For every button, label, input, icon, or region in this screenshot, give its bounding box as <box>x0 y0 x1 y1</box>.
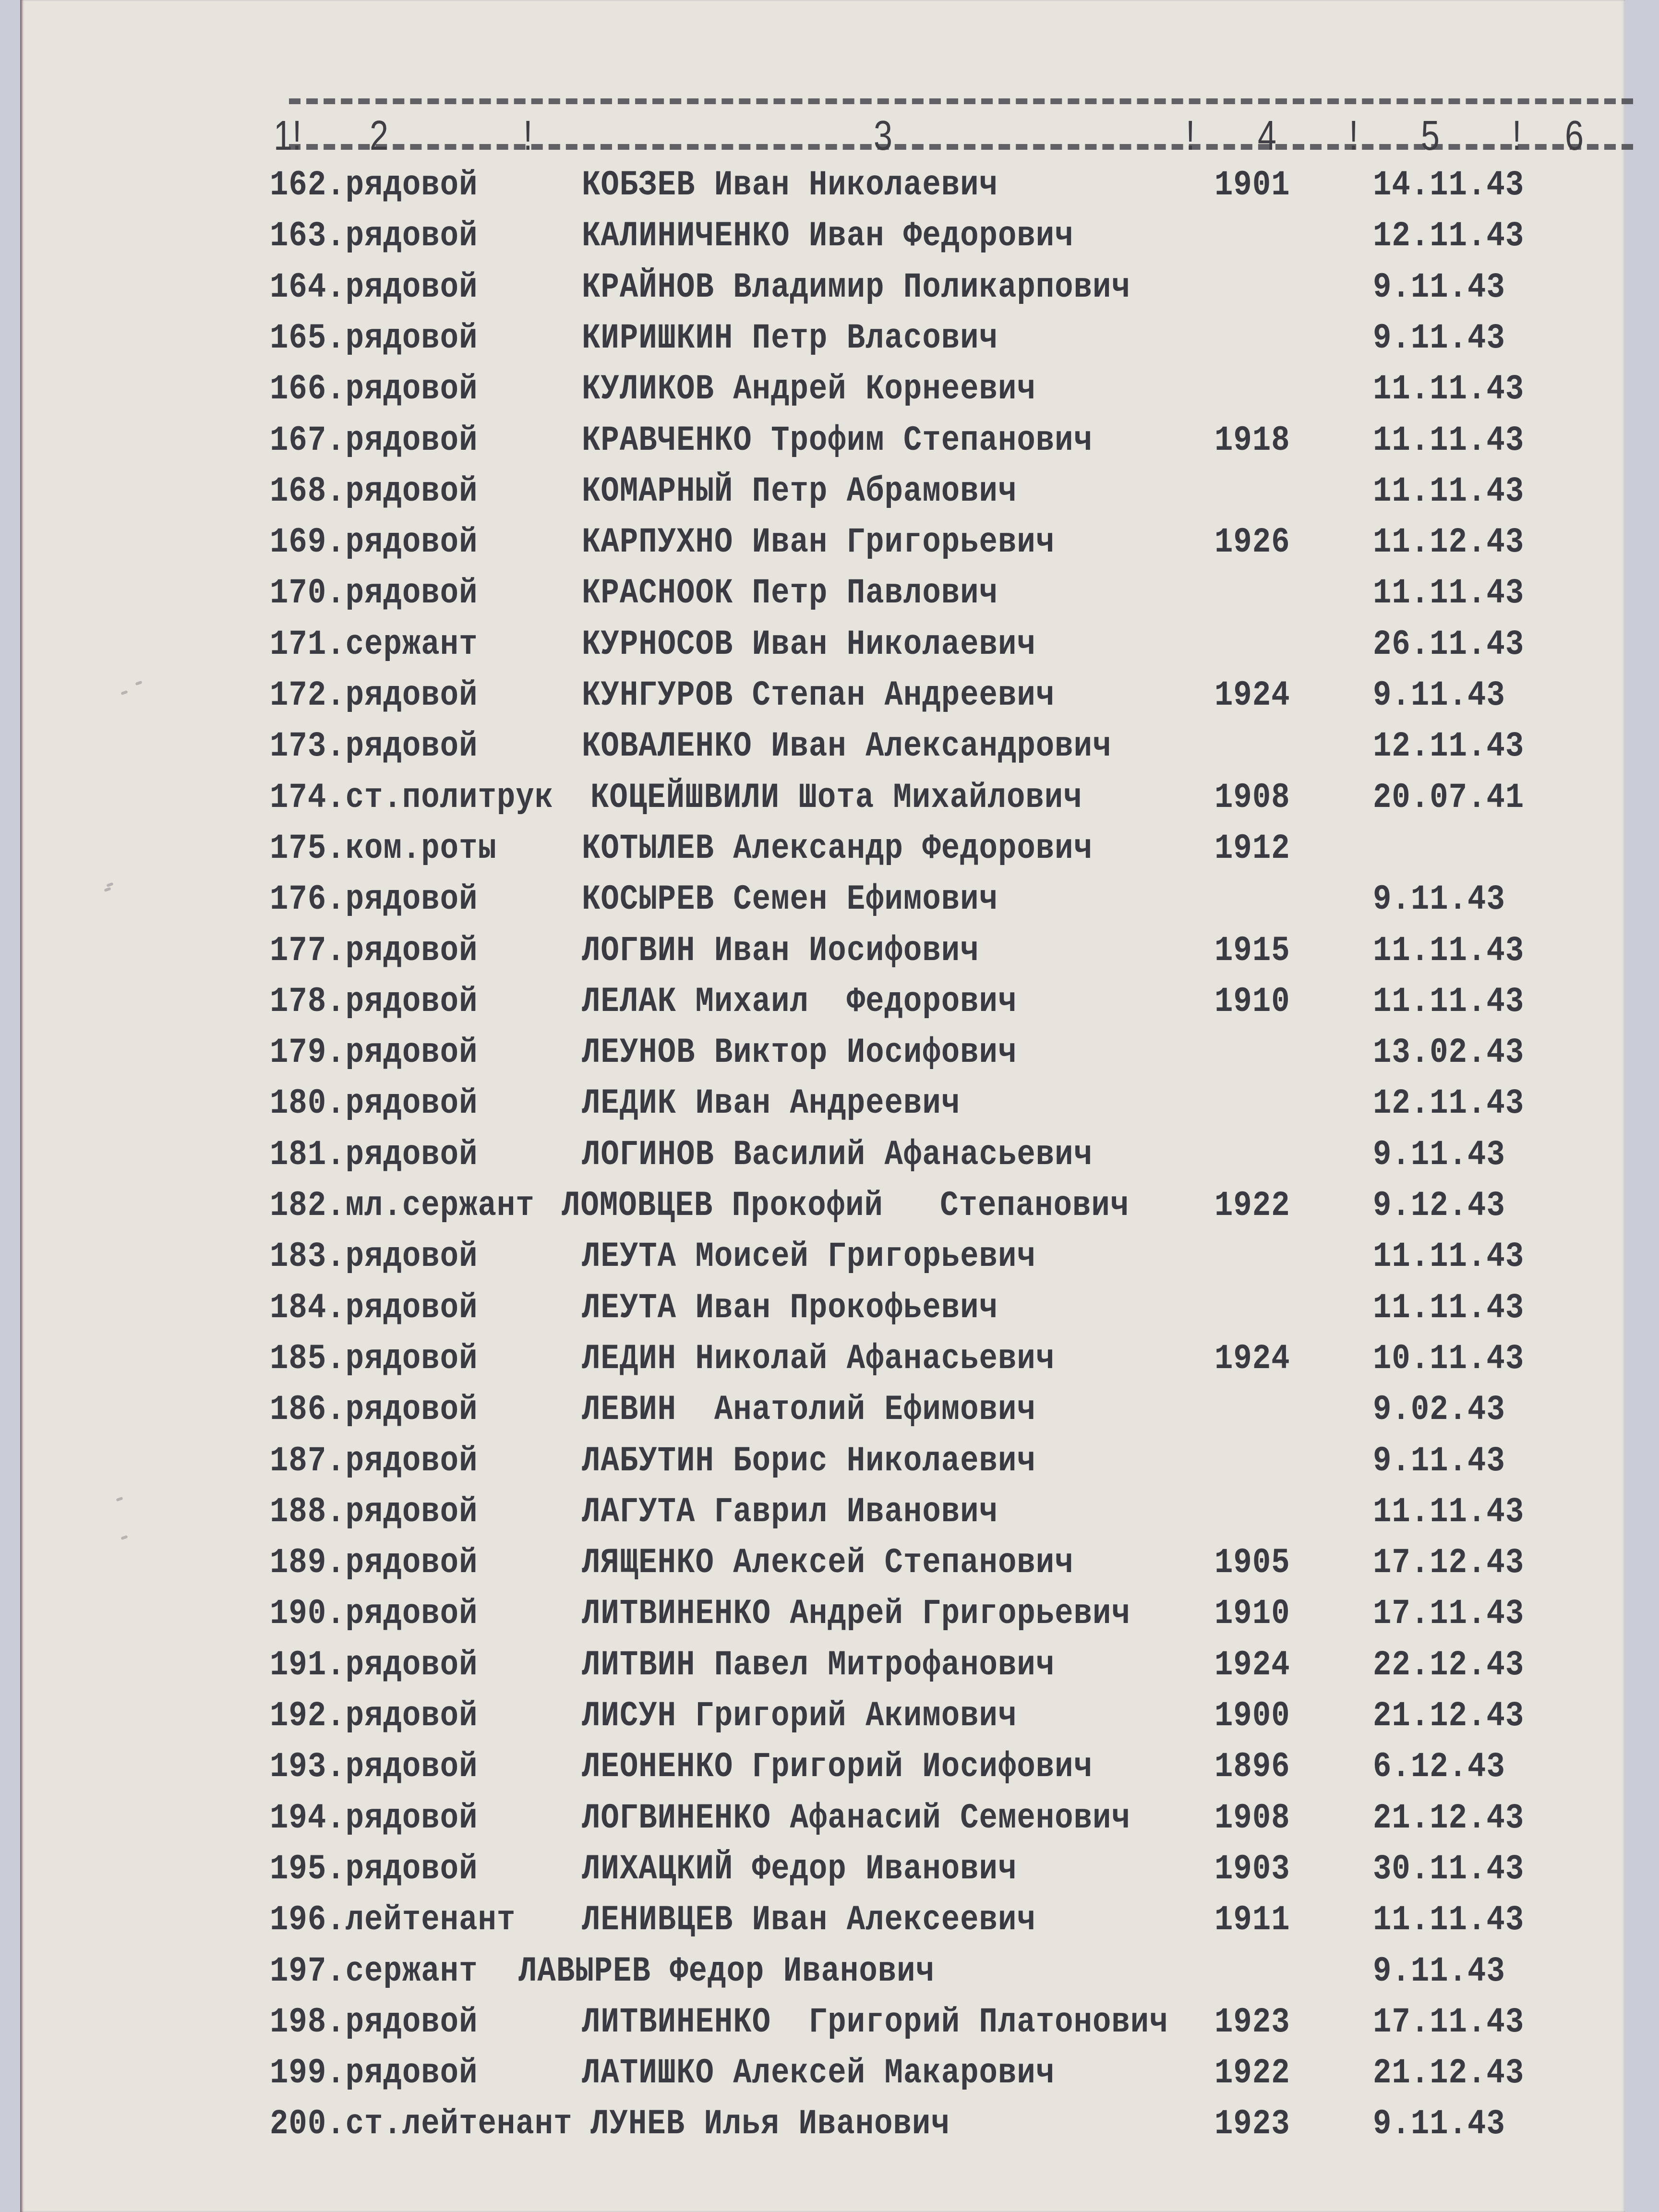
row-number-rank <box>270 1135 478 1175</box>
date: 11.11.43 <box>1373 574 1525 613</box>
soldier-name: ЛОГИНОВ Василий Афанасьевич <box>582 1135 1093 1175</box>
row-number-rank <box>270 472 478 512</box>
row-number: 185. <box>270 1339 346 1379</box>
list-row <box>20 1492 1625 1540</box>
birth-year: 1918 <box>1214 421 1290 461</box>
rank: рядовой <box>345 676 478 716</box>
row-number-rank <box>270 931 478 971</box>
row-number: 194. <box>270 1799 346 1839</box>
row-number: 169. <box>270 523 346 563</box>
row-number: 177. <box>270 931 346 971</box>
row-number-rank <box>270 1237 478 1277</box>
date: 10.11.43 <box>1373 1339 1525 1379</box>
birth-year: 1924 <box>1214 676 1290 716</box>
row-number-rank <box>270 1492 478 1532</box>
list-row <box>20 2003 1625 2051</box>
soldier-name: ЛАВЫРЕВ Федор Иванович <box>518 1952 935 1992</box>
column-header-label: ! <box>523 112 533 159</box>
soldier-name: ЛЕУТА Моисей Григорьевич <box>582 1237 1036 1277</box>
row-number: 198. <box>270 2003 346 2043</box>
soldier-name: КРАЙНОВ Владимир Поликарпович <box>582 268 1130 308</box>
date: 12.11.43 <box>1373 216 1525 256</box>
soldier-name: ЛИТВИН Павел Митрофанович <box>582 1646 1055 1685</box>
row-number-rank <box>270 2104 573 2144</box>
birth-year: 1922 <box>1214 2054 1290 2093</box>
row-number-rank <box>270 778 553 818</box>
rank: рядовой <box>345 523 478 563</box>
list-row <box>20 1237 1625 1285</box>
soldier-name: ЛАГУТА Гаврил Иванович <box>582 1492 998 1532</box>
birth-year: 1901 <box>1214 166 1290 205</box>
soldier-name: КУРНОСОВ Иван Николаевич <box>582 625 1036 665</box>
birth-year: 1903 <box>1214 1850 1290 1889</box>
row-number: 196. <box>270 1900 346 1940</box>
column-header-label: 5 <box>1421 112 1440 159</box>
soldier-name: КУЛИКОВ Андрей Корнеевич <box>582 370 1036 409</box>
rank: рядовой <box>345 1799 478 1839</box>
soldier-name: КАРПУХНО Иван Григорьевич <box>582 523 1055 563</box>
birth-year: 1922 <box>1214 1186 1290 1226</box>
date: 20.07.41 <box>1373 778 1525 818</box>
date: 11.11.43 <box>1373 472 1525 512</box>
list-row <box>20 1850 1625 1898</box>
rank: рядовой <box>345 727 478 767</box>
birth-year: 1924 <box>1214 1339 1290 1379</box>
rank: рядовой <box>345 2003 478 2043</box>
row-number: 182. <box>270 1186 346 1226</box>
date: 11.11.43 <box>1373 370 1525 409</box>
row-number: 162. <box>270 166 346 205</box>
soldier-name: ЛИТВИНЕНКО Григорий Платонович <box>582 2003 1168 2043</box>
column-header-label: 2 <box>370 112 388 159</box>
rank: ст.лейтенант <box>345 2104 573 2144</box>
date: 12.11.43 <box>1373 1084 1525 1124</box>
row-number: 187. <box>270 1442 346 1481</box>
date: 21.12.43 <box>1373 1799 1525 1839</box>
row-number-rank <box>270 982 478 1022</box>
list-row <box>20 1696 1625 1744</box>
date: 11.12.43 <box>1373 523 1525 563</box>
list-row <box>20 1442 1625 1490</box>
birth-year: 1923 <box>1214 2003 1290 2043</box>
row-number: 175. <box>270 829 346 869</box>
date: 9.11.43 <box>1373 1952 1505 1992</box>
row-number-rank <box>270 1747 478 1787</box>
date: 11.11.43 <box>1373 1492 1525 1532</box>
date: 11.11.43 <box>1373 982 1525 1022</box>
row-number: 171. <box>270 625 346 665</box>
row-number: 199. <box>270 2054 346 2093</box>
list-row <box>20 1390 1625 1438</box>
soldier-name: КАЛИНИЧЕНКО Иван Федорович <box>582 216 1074 256</box>
rank: рядовой <box>345 1442 478 1481</box>
list-row <box>20 1084 1625 1132</box>
date: 17.11.43 <box>1373 2003 1525 2043</box>
list-row <box>20 319 1625 367</box>
row-number-rank <box>270 2054 478 2093</box>
row-number-rank <box>270 1696 478 1736</box>
soldier-name: ЛОГВИНЕНКО Афанасий Семенович <box>582 1799 1130 1839</box>
date: 11.11.43 <box>1373 421 1525 461</box>
birth-year: 1911 <box>1214 1900 1290 1940</box>
rank: рядовой <box>345 1084 478 1124</box>
list-row <box>20 1952 1625 2000</box>
date: 13.02.43 <box>1373 1033 1525 1073</box>
rank: ком.роты <box>345 829 497 869</box>
column-header-label: 1! <box>274 112 302 159</box>
row-number: 193. <box>270 1747 346 1787</box>
row-number: 165. <box>270 319 346 359</box>
date: 11.11.43 <box>1373 1900 1525 1940</box>
date: 26.11.43 <box>1373 625 1525 665</box>
column-header-label: 3 <box>874 112 892 159</box>
rank: рядовой <box>345 1646 478 1685</box>
row-number-rank <box>270 574 478 613</box>
row-number: 190. <box>270 1594 346 1634</box>
row-number: 167. <box>270 421 346 461</box>
date: 9.11.43 <box>1373 268 1505 308</box>
rank: сержант <box>345 1952 478 1992</box>
row-number-rank <box>270 1339 478 1379</box>
row-number-rank <box>270 1033 478 1073</box>
list-row <box>20 1288 1625 1336</box>
rank: рядовой <box>345 1543 478 1583</box>
date: 17.12.43 <box>1373 1543 1525 1583</box>
row-number-rank <box>270 1543 478 1583</box>
list-row <box>20 370 1625 418</box>
row-number-rank <box>270 319 478 359</box>
row-number-rank <box>270 829 497 869</box>
birth-year: 1896 <box>1214 1747 1290 1787</box>
row-number-rank <box>270 727 478 767</box>
row-number-rank <box>270 1799 478 1839</box>
list-row <box>20 1646 1625 1694</box>
soldier-name: ЛИТВИНЕНКО Андрей Григорьевич <box>582 1594 1130 1634</box>
row-number: 163. <box>270 216 346 256</box>
soldier-name: ЛАТИШКО Алексей Макарович <box>582 2054 1055 2093</box>
row-number: 186. <box>270 1390 346 1430</box>
soldier-name: КУНГУРОВ Степан Андреевич <box>582 676 1055 716</box>
birth-year: 1908 <box>1214 778 1290 818</box>
row-number: 178. <box>270 982 346 1022</box>
birth-year: 1926 <box>1214 523 1290 563</box>
date: 9.11.43 <box>1373 319 1505 359</box>
soldier-name: ЛЕОНЕНКО Григорий Иосифович <box>582 1747 1093 1787</box>
row-number: 183. <box>270 1237 346 1277</box>
list-row <box>20 1543 1625 1591</box>
date: 9.11.43 <box>1373 1442 1505 1481</box>
date: 9.11.43 <box>1373 2104 1505 2144</box>
column-header-label: ! <box>1512 112 1522 159</box>
list-row <box>20 880 1625 928</box>
soldier-name: ЛЕУТА Иван Прокофьевич <box>582 1288 998 1328</box>
rank: рядовой <box>345 1850 478 1889</box>
date: 21.12.43 <box>1373 1696 1525 1736</box>
column-header-label: ! <box>1186 112 1195 159</box>
list-row <box>20 676 1625 724</box>
soldier-name: ЛИХАЦКИЙ Федор Иванович <box>582 1850 1017 1889</box>
row-number-rank <box>270 421 478 461</box>
list-row <box>20 2104 1625 2152</box>
row-number-rank <box>270 625 478 665</box>
rank: рядовой <box>345 1033 478 1073</box>
birth-year: 1908 <box>1214 1799 1290 1839</box>
soldier-name: ЛЕВИН Анатолий Ефимович <box>582 1390 1036 1430</box>
row-number: 173. <box>270 727 346 767</box>
list-row <box>20 1594 1625 1642</box>
date: 9.11.43 <box>1373 676 1505 716</box>
date: 14.11.43 <box>1373 166 1525 205</box>
row-number: 184. <box>270 1288 346 1328</box>
list-row <box>20 727 1625 775</box>
row-number-rank <box>270 268 478 308</box>
list-row <box>20 1900 1625 1948</box>
soldier-name: КОБЗЕВ Иван Николаевич <box>582 166 998 205</box>
row-number: 181. <box>270 1135 346 1175</box>
rank: рядовой <box>345 216 478 256</box>
row-number-rank <box>270 1186 535 1226</box>
row-number: 179. <box>270 1033 346 1073</box>
row-number: 189. <box>270 1543 346 1583</box>
rank: рядовой <box>345 1696 478 1736</box>
birth-year: 1924 <box>1214 1646 1290 1685</box>
row-number: 188. <box>270 1492 346 1532</box>
list-row <box>20 1033 1625 1081</box>
row-number: 174. <box>270 778 346 818</box>
date: 22.12.43 <box>1373 1646 1525 1685</box>
rank: рядовой <box>345 1594 478 1634</box>
soldier-name: КОСЫРЕВ Семен Ефимович <box>582 880 998 920</box>
date: 21.12.43 <box>1373 2054 1525 2093</box>
rank: рядовой <box>345 268 478 308</box>
row-number: 176. <box>270 880 346 920</box>
list-row <box>20 829 1625 877</box>
row-number: 172. <box>270 676 346 716</box>
date: 17.11.43 <box>1373 1594 1525 1634</box>
list-row <box>20 1799 1625 1847</box>
row-number-rank <box>270 1594 478 1634</box>
row-number-rank <box>270 1646 478 1685</box>
row-number-rank <box>270 523 478 563</box>
row-number-rank <box>270 880 478 920</box>
soldier-name: ЛЕДИК Иван Андреевич <box>582 1084 961 1124</box>
column-header-label: ! <box>1349 112 1358 159</box>
soldier-name: ЛИСУН Григорий Акимович <box>582 1696 1017 1736</box>
rank: рядовой <box>345 1390 478 1430</box>
date: 9.02.43 <box>1373 1390 1505 1430</box>
list-row <box>20 1339 1625 1387</box>
birth-year: 1910 <box>1214 982 1290 1022</box>
rank: сержант <box>345 625 478 665</box>
soldier-name: КРАВЧЕНКО Трофим Степанович <box>582 421 1093 461</box>
row-number-rank <box>270 166 478 205</box>
row-number-rank <box>270 1084 478 1124</box>
soldier-name: ЛОГВИН Иван Иосифович <box>582 931 979 971</box>
row-number: 168. <box>270 472 346 512</box>
soldier-name: КОТЫЛЕВ Александр Федорович <box>582 829 1093 869</box>
list-row <box>20 421 1625 469</box>
rank: рядовой <box>345 1135 478 1175</box>
rank: рядовой <box>345 421 478 461</box>
date: 9.11.43 <box>1373 1135 1505 1175</box>
list-row <box>20 1747 1625 1795</box>
row-number-rank <box>270 216 478 256</box>
rank: рядовой <box>345 1339 478 1379</box>
rank: ст.политрук <box>345 778 554 818</box>
rank: лейтенант <box>345 1900 516 1940</box>
row-number-rank <box>270 370 478 409</box>
soldier-name: ЛАБУТИН Борис Николаевич <box>582 1442 1036 1481</box>
row-number-rank <box>270 1390 478 1430</box>
soldier-name: ЛЕЛАК Михаил Федорович <box>582 982 1017 1022</box>
list-row <box>20 778 1625 826</box>
row-number-rank <box>270 1288 478 1328</box>
rank: рядовой <box>345 880 478 920</box>
date: 9.12.43 <box>1373 1186 1505 1226</box>
rank: рядовой <box>345 1237 478 1277</box>
list-row <box>20 216 1625 264</box>
birth-year: 1905 <box>1214 1543 1290 1583</box>
list-row <box>20 574 1625 622</box>
date: 11.11.43 <box>1373 931 1525 971</box>
column-header-label: 4 <box>1258 112 1276 159</box>
list-row <box>20 982 1625 1030</box>
soldier-name: ЛУНЕВ Илья Иванович <box>590 2104 950 2144</box>
soldier-name: КОЦЕЙШВИЛИ Шота Михайлович <box>590 778 1082 818</box>
row-number: 200. <box>270 2104 346 2144</box>
rank: рядовой <box>345 2054 478 2093</box>
list-row <box>20 1186 1625 1234</box>
row-number: 191. <box>270 1646 346 1685</box>
soldier-name: КИРИШКИН Петр Власович <box>582 319 998 359</box>
date: 12.11.43 <box>1373 727 1525 767</box>
list-row <box>20 1135 1625 1183</box>
document-page <box>20 0 1625 2212</box>
list-row <box>20 931 1625 979</box>
header-rule-top <box>289 98 1633 104</box>
rank: рядовой <box>345 472 478 512</box>
soldier-name: ЛЯЩЕНКО Алексей Степанович <box>582 1543 1074 1583</box>
date: 11.11.43 <box>1373 1237 1525 1277</box>
rank: рядовой <box>345 319 478 359</box>
list-row <box>20 625 1625 673</box>
birth-year: 1915 <box>1214 931 1290 971</box>
row-number-rank <box>270 1442 478 1481</box>
row-number: 170. <box>270 574 346 613</box>
date: 11.11.43 <box>1373 1288 1525 1328</box>
list-row <box>20 268 1625 316</box>
date: 30.11.43 <box>1373 1850 1525 1889</box>
row-number-rank <box>270 1952 478 1992</box>
rank: рядовой <box>345 166 478 205</box>
column-header-label: 6 <box>1565 112 1584 159</box>
date: 6.12.43 <box>1373 1747 1505 1787</box>
row-number: 164. <box>270 268 346 308</box>
birth-year: 1900 <box>1214 1696 1290 1736</box>
rank: рядовой <box>345 931 478 971</box>
row-number-rank <box>270 1900 516 1940</box>
row-number-rank <box>270 676 478 716</box>
rank: рядовой <box>345 370 478 409</box>
list-row <box>20 166 1625 214</box>
rank: рядовой <box>345 1492 478 1532</box>
soldier-name: КОВАЛЕНКО Иван Александрович <box>582 727 1112 767</box>
soldier-name: КОМАРНЫЙ Петр Абрамович <box>582 472 1017 512</box>
soldier-name: ЛЕДИН Николай Афанасьевич <box>582 1339 1055 1379</box>
list-row <box>20 472 1625 520</box>
soldier-name: ЛЕУНОВ Виктор Иосифович <box>582 1033 1017 1073</box>
rank: рядовой <box>345 982 478 1022</box>
rank: рядовой <box>345 1288 478 1328</box>
rank: мл.сержант <box>345 1186 535 1226</box>
soldier-name: ЛОМОВЦЕВ Прокофий Степанович <box>562 1186 1130 1226</box>
row-number: 180. <box>270 1084 346 1124</box>
row-number: 195. <box>270 1850 346 1889</box>
row-number-rank <box>270 2003 478 2043</box>
rank: рядовой <box>345 574 478 613</box>
soldier-name: ЛЕНИВЦЕВ Иван Алексеевич <box>582 1900 1036 1940</box>
list-row <box>20 2054 1625 2102</box>
soldier-name: КРАСНООК Петр Павлович <box>582 574 998 613</box>
birth-year: 1910 <box>1214 1594 1290 1634</box>
list-row <box>20 523 1625 571</box>
row-number-rank <box>270 1850 478 1889</box>
rank: рядовой <box>345 1747 478 1787</box>
row-number: 166. <box>270 370 346 409</box>
row-number: 197. <box>270 1952 346 1992</box>
date: 9.11.43 <box>1373 880 1505 920</box>
birth-year: 1912 <box>1214 829 1290 869</box>
row-number: 192. <box>270 1696 346 1736</box>
birth-year: 1923 <box>1214 2104 1290 2144</box>
